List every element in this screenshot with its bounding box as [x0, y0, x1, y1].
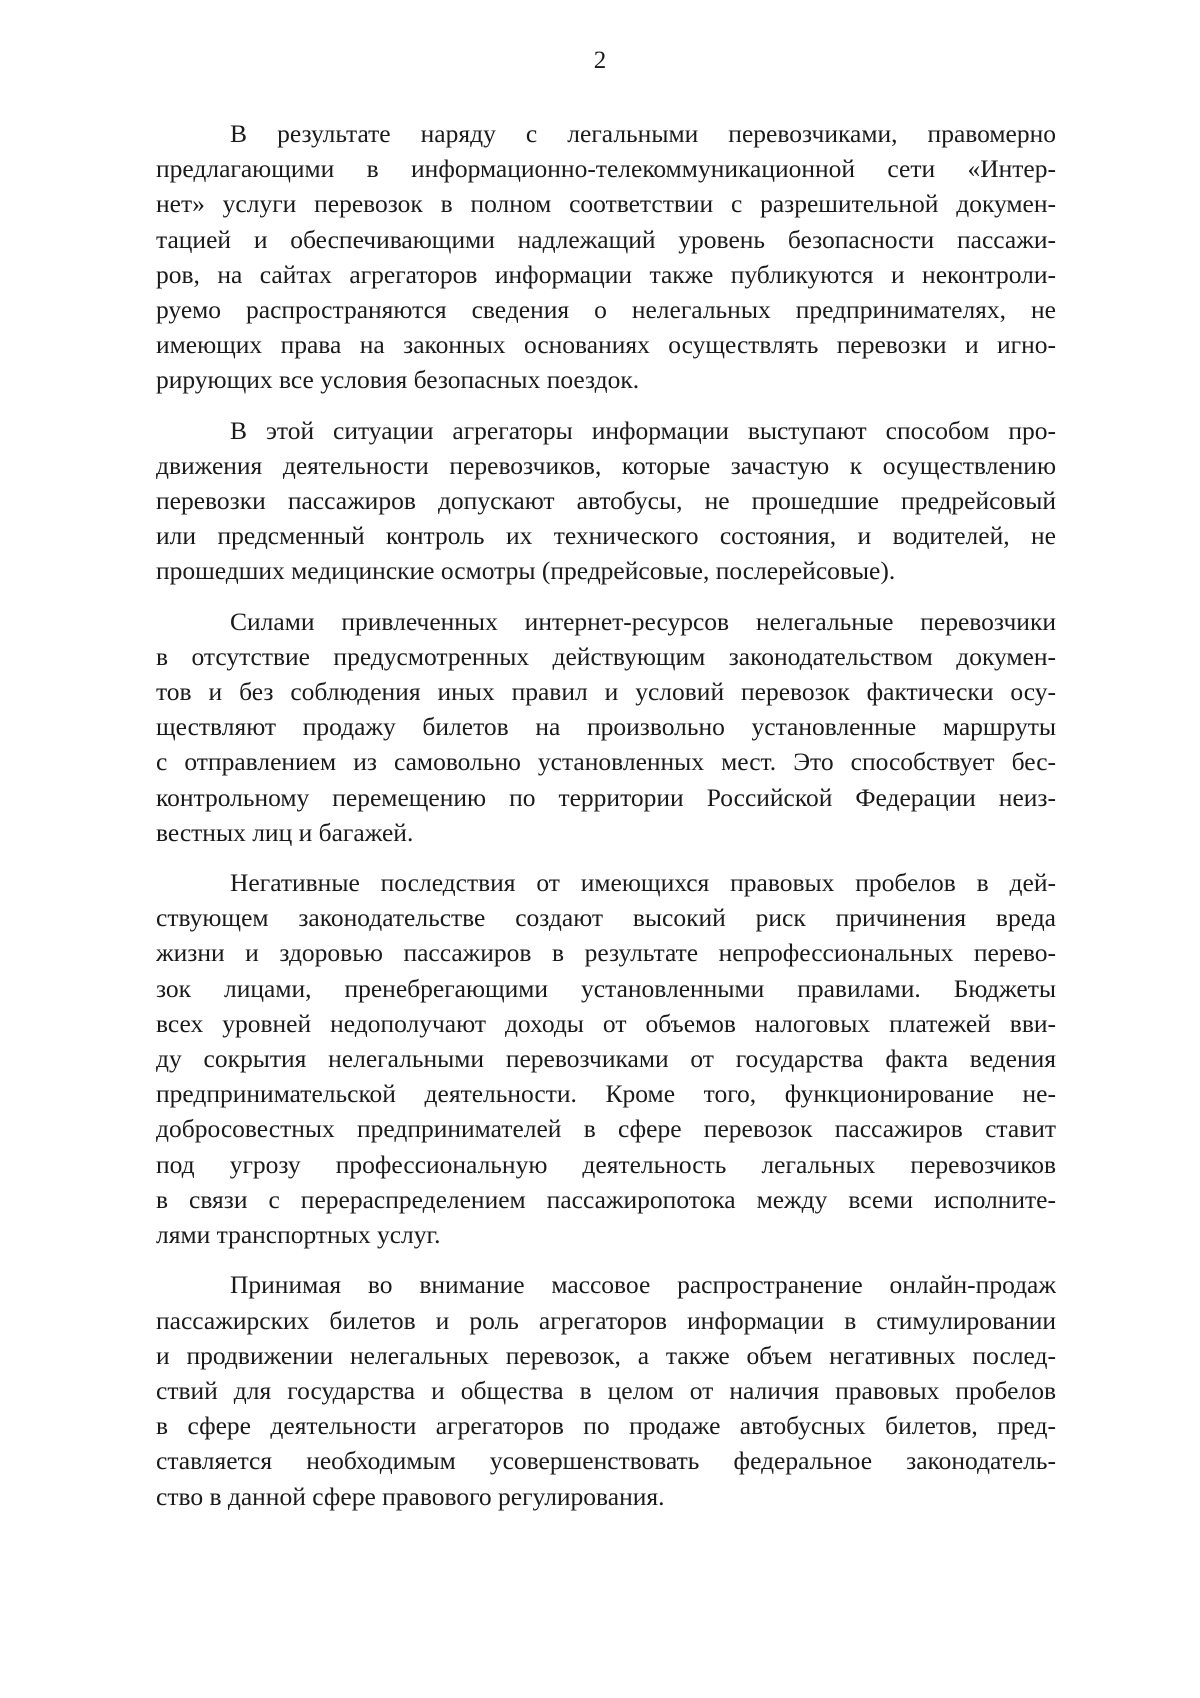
text-line: Негативные последствия от имеющихся правовых пробелов в дей-	[230, 868, 1056, 898]
text-line: ществляют продажу билетов на произвольно установленные маршруты	[156, 712, 1056, 742]
text-line: контрольному перемещению по территории Российской Федерации неиз-	[156, 782, 1056, 812]
text-line: в отсутствие предусмотренных действующим законодательством докумен-	[156, 641, 1056, 671]
paragraph-1	[156, 116, 1056, 398]
text-line: тацией и обеспечивающими надлежащий уровень безопасности пассажи-	[156, 224, 1056, 254]
text-line: жизни и здоровью пассажиров в результате непрофессиональных перево-	[156, 938, 1056, 968]
text-line: в связи с перераспределением пассажиропотока между всеми исполните-	[156, 1184, 1056, 1214]
document-body	[156, 116, 1056, 1529]
paragraph-2	[156, 413, 1056, 589]
text-line: перевозки пассажиров допускают автобусы, не прошедшие предрейсовый	[156, 486, 1056, 516]
paragraph-4	[156, 865, 1056, 1252]
text-line: в сфере деятельности агрегаторов по продаже автобусных билетов, пред-	[156, 1411, 1056, 1441]
text-line: пассажирских билетов и роль агрегаторов информации в стимулировании	[156, 1305, 1056, 1335]
text-line: ствующем законодательстве создают высокий риск причинения вреда	[156, 903, 1056, 933]
text-line: ду сокрытия нелегальными перевозчиками от государства факта ведения	[156, 1044, 1056, 1074]
text-line: лями транспортных услуг.	[156, 1220, 441, 1250]
text-line: предлагающими в информационно-телекоммуникационной сети «Интер-	[156, 154, 1056, 184]
text-line: рирующих все условия безопасных поездок.	[156, 365, 640, 395]
text-line: ство в данной сфере правового регулирования.	[156, 1481, 665, 1511]
text-line: предпринимательской деятельности. Кроме того, функционирование не-	[156, 1079, 1056, 1109]
text-line: тов и без соблюдения иных правил и условий перевозок фактически осу-	[156, 677, 1056, 707]
text-line: добросовестных предпринимателей в сфере перевозок пассажиров ставит	[156, 1114, 1056, 1144]
text-line: под угрозу профессиональную деятельность легальных перевозчиков	[156, 1149, 1056, 1179]
text-line: ров, на сайтах агрегаторов информации также публикуются и неконтроли-	[156, 259, 1056, 289]
text-line: Силами привлеченных интернет-ресурсов нелегальные перевозчики	[230, 606, 1056, 636]
text-line: ствий для государства и общества в целом от наличия правовых пробелов	[156, 1375, 1056, 1405]
paragraph-3	[156, 604, 1056, 850]
page-number: 2	[593, 47, 607, 74]
text-line: зок лицами, пренебрегающими установленными правилами. Бюджеты	[156, 973, 1056, 1003]
text-line: В этой ситуации агрегаторы информации выступают способом про-	[230, 415, 1056, 445]
text-line: прошедших медицинские осмотры (предрейсовые, послерейсовые).	[156, 556, 896, 586]
paragraph-5	[156, 1267, 1056, 1513]
text-line: движения деятельности перевозчиков, которые зачастую к осуществлению	[156, 450, 1056, 480]
text-line: руемо распространяются сведения о нелегальных предпринимателях, не	[156, 295, 1056, 325]
text-line: ставляется необходимым усовершенствовать федеральное законодатель-	[156, 1446, 1056, 1476]
text-line: вестных лиц и багажей.	[156, 817, 414, 847]
text-line: с отправлением из самовольно установленных мест. Это способствует бес-	[156, 747, 1056, 777]
text-line: всех уровней недополучают доходы от объемов налоговых платежей вви-	[156, 1008, 1056, 1038]
text-line: Принимая во внимание массовое распространение онлайн-продаж	[230, 1270, 1056, 1300]
text-line: имеющих права на законных основаниях осуществлять перевозки и игно-	[156, 330, 1056, 360]
text-line: или предсменный контроль их технического состояния, и водителей, не	[156, 521, 1056, 551]
text-line: В результате наряду с легальными перевозчиками, правомерно	[230, 119, 1056, 148]
text-line: нет» услуги перевозок в полном соответствии с разрешительной докумен-	[156, 189, 1056, 219]
text-line: и продвижении нелегальных перевозок, а также объем негативных послед-	[156, 1340, 1056, 1370]
